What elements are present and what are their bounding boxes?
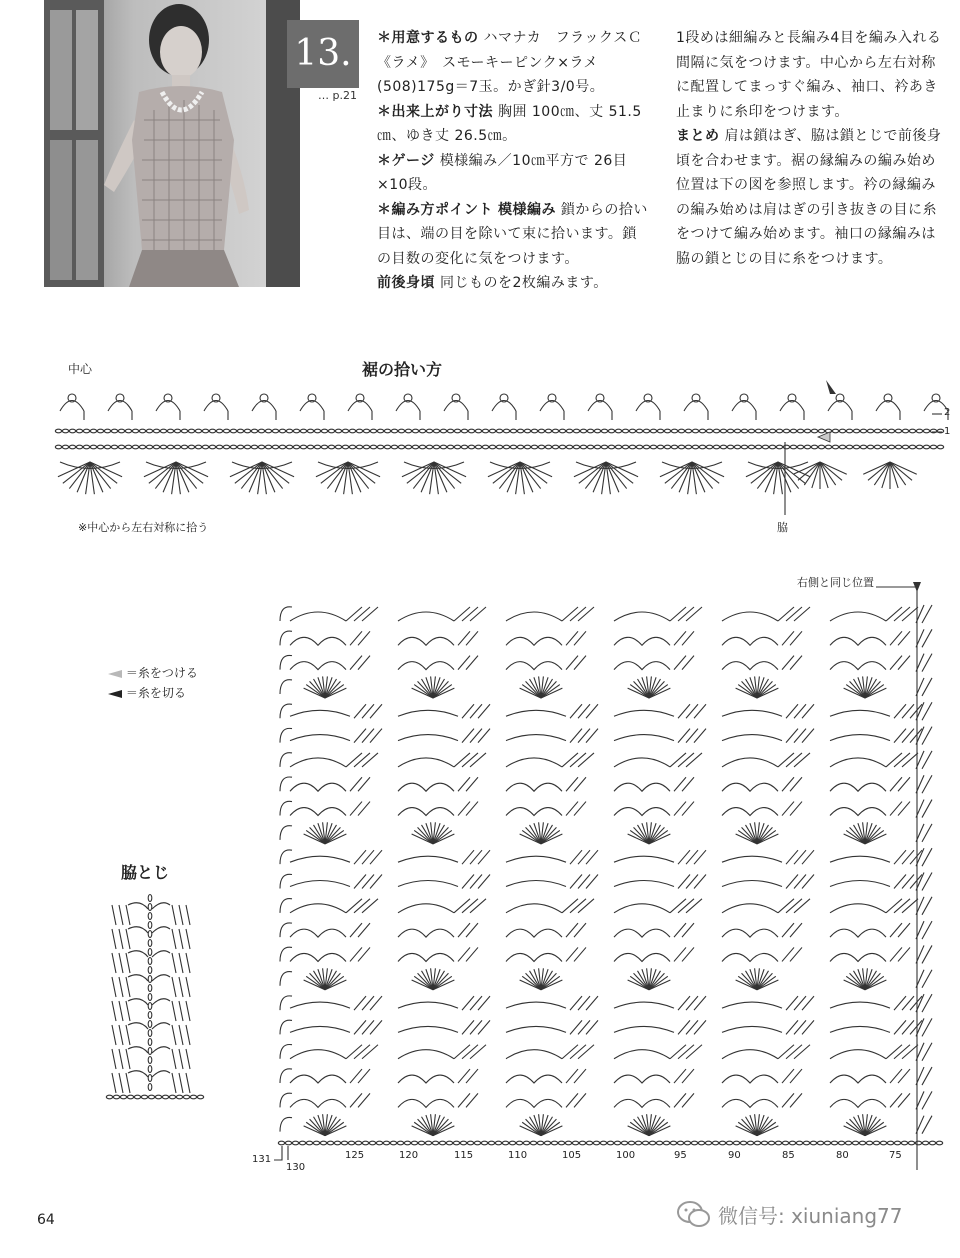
axis-label-75: 75 [889, 1150, 902, 1161]
same-position-label: 右側と同じ位置 [797, 576, 874, 589]
gauge-label: ＊ゲージ [377, 152, 435, 169]
axis-label-95: 95 [674, 1150, 687, 1161]
axis-label-90: 90 [728, 1150, 741, 1161]
legend-cut-text: ＝糸を切る [125, 686, 186, 700]
wechat-icon [676, 1199, 712, 1229]
axis-label-115: 115 [454, 1150, 474, 1161]
row-1-label: 1 [944, 426, 951, 437]
chart-stitches [274, 582, 943, 1170]
gauge-text: 模様編み／10㎝平方で 26目×10段。 [377, 152, 628, 193]
page-reference: … p.21 [318, 89, 357, 102]
side-seam-title: 脇とじ [121, 863, 170, 882]
hem-diagram-title: 裾の拾い方 [362, 360, 443, 379]
center-label: 中心 [68, 362, 93, 376]
axis-label-105: 105 [562, 1150, 582, 1161]
axis-label-100: 100 [616, 1150, 636, 1161]
size-text: 胸囲 100㎝、丈 51.5㎝、ゆき丈 26.5㎝。 [377, 103, 642, 144]
axis-label-131: 131 [252, 1154, 272, 1165]
size-label: ＊出来上がり寸法 [377, 103, 493, 120]
row-2-label: 2 [944, 407, 951, 418]
materials-text: ハマナカ フラックスＣ《ラメ》 スモーキーピンク×ラメ(508)175g＝7玉。かぎ針3/0号。 [377, 30, 643, 95]
watermark-text: 微信号: xiuniang77 [718, 1203, 903, 1228]
axis-label-85: 85 [782, 1150, 795, 1161]
axis-label-120: 120 [399, 1150, 419, 1161]
legend-attach-text: ＝糸をつける [125, 666, 198, 680]
axis-label-125: 125 [345, 1150, 365, 1161]
axis-label-80: 80 [836, 1150, 849, 1161]
body-text: 同じものを2枚編みます。 [439, 275, 608, 291]
body-label: 前後身頃 [377, 275, 435, 291]
row1-instructions: 1段めは細編みと長編み4目を編み入れる間隔に気をつけます。中心から左右対称に配置してまっすぐ編み、袖口、衿あき止まりに糸印をつけます。 [676, 30, 942, 120]
pattern-label: 模様編み [497, 201, 556, 218]
finish-label: まとめ [676, 128, 720, 144]
axis-label-130: 130 [286, 1162, 306, 1173]
materials-label: ＊用意するもの [377, 30, 479, 46]
points-label: ＊編み方ポイント [377, 201, 493, 218]
axis-label-110: 110 [508, 1150, 528, 1161]
finish-text: 肩は鎖はぎ、脇は鎖とじで前後身頃を合わせます。裾の縁編みの編み始め位置は下の図を参照します。衿の縁編みの編み始めは肩はぎの引き抜きの目に糸をつけて編み始めます。袖口の縁編みは脇の鎖とじの目に糸をつけます。 [676, 128, 942, 267]
pattern-number-badge: 13. [287, 20, 359, 88]
watermark [676, 1199, 902, 1229]
symmetry-note: ※中心から左右対称に拾う [78, 521, 209, 534]
side-label: 脇 [777, 521, 788, 534]
page-number: 64 [37, 1212, 55, 1228]
pattern-text: 鎖からの拾い目は、端の目を除いて束に拾います。鎖の目数の変化に気をつけます。 [377, 201, 648, 267]
